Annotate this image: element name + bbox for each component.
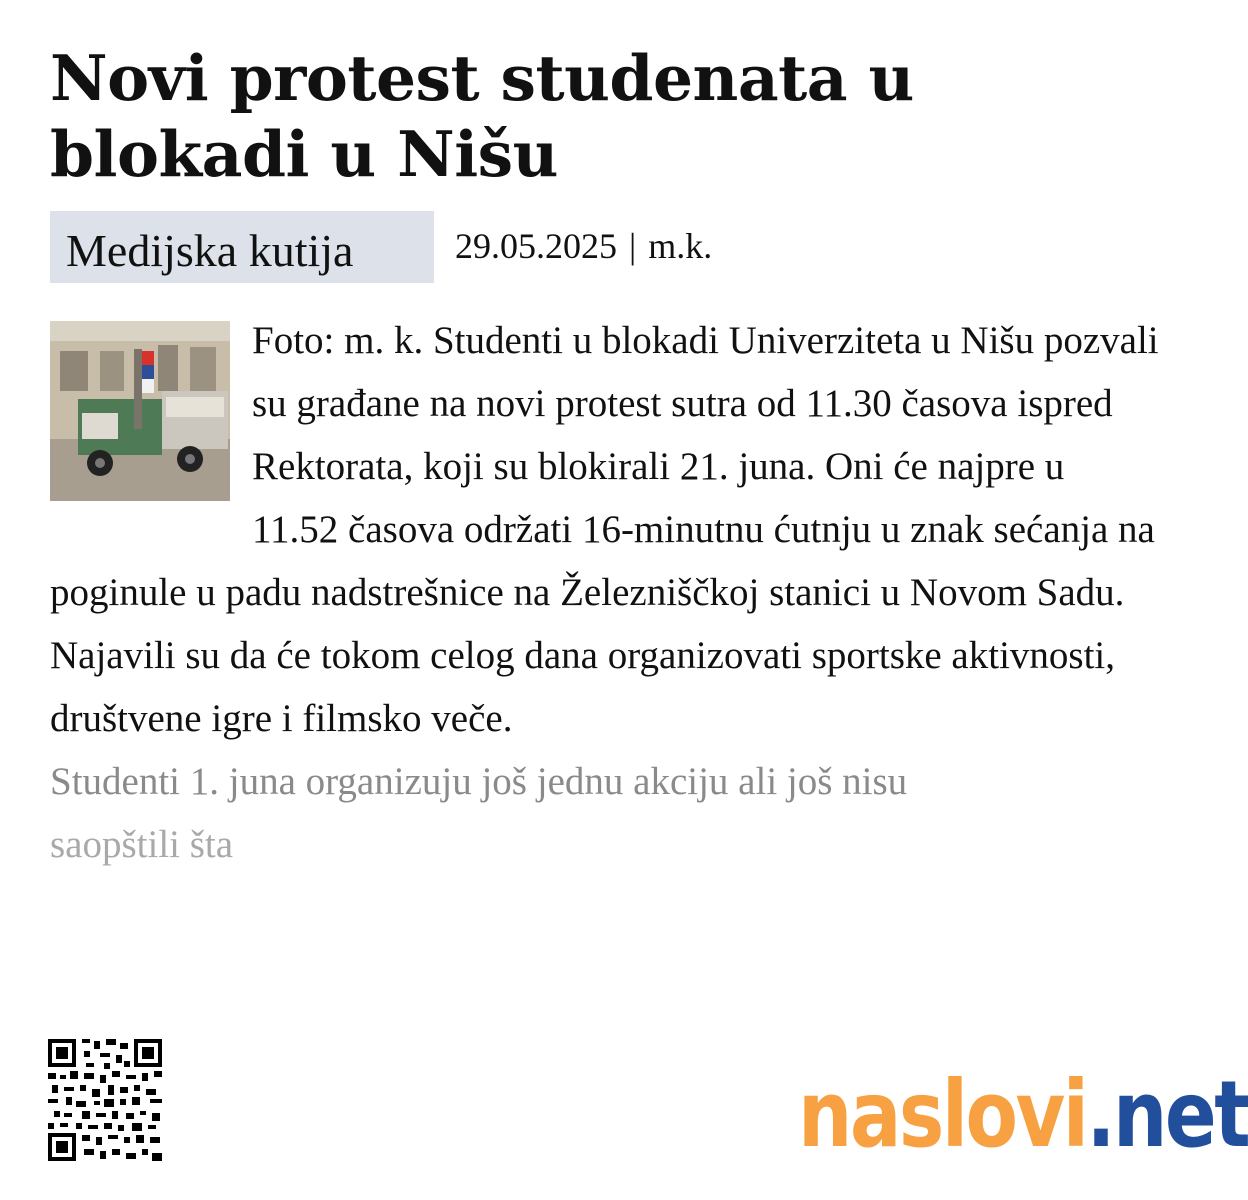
article-headline[interactable]: Novi protest studenata u blokadi u Nišu (50, 41, 914, 191)
logo-net: .net (1086, 1061, 1248, 1168)
article-meta (50, 211, 1160, 283)
article-faded-line: saopštili šta (50, 823, 234, 866)
article-author: m.k. (648, 226, 713, 266)
naslovi-net-logo[interactable] (798, 1060, 1248, 1170)
article-body (50, 309, 1160, 876)
photo-icon[interactable] (50, 321, 230, 501)
article-faded-line: Studenti 1. juna organizuju još jednu akciju ali još nisu (50, 760, 908, 803)
article-text: Foto: m. k. Studenti u blokadi Univerziteta u Nišu pozvali su građane na novi protest sutra od 11.30 časova ispred Rektorata, koji su blokirali 21. juna. Oni će najpre u 11.52 časova održati 16-minutnu ćutnju u znak sećanja na poginule u padu nadstrešnice na Železniščkoj stanici u Novom Sadu. Najavili su da će tokom celog dana organizovati sportske aktivnosti, društvene igre i filmsko veče. (50, 319, 1159, 740)
meta-separator: | (629, 226, 637, 266)
article-date: 29.05.2025 (455, 226, 617, 266)
qr-code-icon[interactable] (46, 1037, 164, 1163)
meta-line (455, 225, 712, 267)
source-badge[interactable]: Medijska kutija (50, 211, 434, 283)
logo-naslovi: naslovi (798, 1061, 1087, 1168)
